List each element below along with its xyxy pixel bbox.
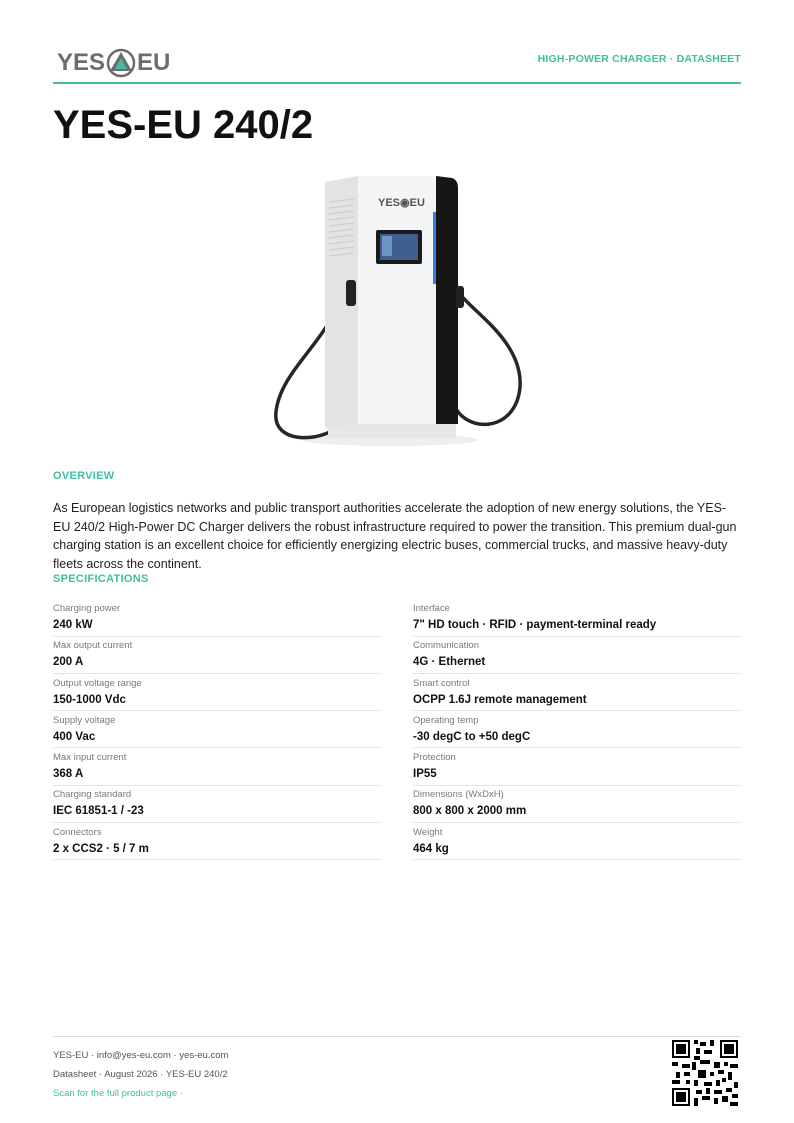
footer-scan-link[interactable]: Scan for the full product page · bbox=[53, 1088, 183, 1099]
spec-value: -30 degC to +50 degC bbox=[413, 730, 531, 743]
spec-name: Output voltage range bbox=[53, 677, 142, 689]
spec-value: 7" HD touch · RFID · payment-terminal ready bbox=[413, 619, 657, 631]
logo-text-right: EU bbox=[137, 49, 171, 76]
logo-triangle-icon bbox=[106, 48, 136, 78]
spec-name: Weight bbox=[413, 826, 443, 838]
overview-text: As European logistics networks and public transport authorities accelerate the adoption of new energy solutions, the YES-EU 240/2 High-Power DC Charger delivers the robust infrastructure required to power the transition. This premium dual-gun charging station is an excellent choice for efficiently energizing electric buses, commercial trucks, and massive heavy-duty fleets across the continent. bbox=[53, 501, 737, 572]
spec-row bbox=[413, 749, 741, 786]
spec-name: Supply voltage bbox=[53, 714, 116, 726]
page-header bbox=[53, 44, 741, 84]
specifications-left-column bbox=[53, 600, 381, 861]
spec-name: Max output current bbox=[53, 640, 133, 652]
spec-row bbox=[413, 712, 741, 749]
spec-name: Max input current bbox=[53, 752, 127, 764]
spec-name: Charging power bbox=[53, 603, 121, 614]
spec-value: 368 A bbox=[53, 768, 84, 781]
overview-heading: OVERVIEW bbox=[53, 470, 115, 482]
spec-name: Interface bbox=[413, 603, 450, 614]
spec-row bbox=[413, 637, 741, 674]
spec-name: Smart control bbox=[413, 677, 470, 689]
spec-row bbox=[53, 600, 381, 637]
spec-value: OCPP 1.6J remote management bbox=[413, 693, 587, 706]
footer-contact: YES-EU · info@yes-eu.com · yes-eu.com bbox=[53, 1050, 229, 1061]
spec-value: 464 kg bbox=[413, 842, 449, 855]
page-title: YES-EU 240/2 bbox=[53, 103, 314, 147]
spec-row bbox=[413, 824, 741, 861]
spec-value: 240 kW bbox=[53, 619, 93, 631]
spec-row bbox=[53, 675, 381, 712]
spec-row bbox=[53, 824, 381, 861]
spec-name: Charging standard bbox=[53, 789, 132, 801]
spec-row bbox=[53, 712, 381, 749]
spec-row bbox=[53, 637, 381, 674]
logo-text-left: YES bbox=[57, 49, 106, 76]
spec-value: 800 x 800 x 2000 mm bbox=[413, 805, 527, 818]
footer-datasheet-info: Datasheet · August 2026 · YES-EU 240/2 bbox=[53, 1069, 228, 1080]
spec-name: Protection bbox=[413, 752, 456, 764]
charger-product-image bbox=[268, 172, 528, 448]
specifications-heading: SPECIFICATIONS bbox=[53, 573, 149, 585]
spec-value: 200 A bbox=[53, 656, 84, 669]
specifications-right-column bbox=[413, 600, 741, 861]
spec-name: Dimensions (WxDxH) bbox=[413, 789, 504, 801]
spec-row bbox=[53, 786, 381, 823]
spec-row bbox=[413, 786, 741, 823]
spec-value: 150-1000 Vdc bbox=[53, 693, 126, 706]
spec-row bbox=[413, 675, 741, 712]
spec-value: 4G · Ethernet bbox=[413, 656, 486, 669]
spec-value: IEC 61851-1 / -23 bbox=[53, 805, 144, 818]
spec-name: Operating temp bbox=[413, 714, 479, 726]
yes-eu-logo bbox=[57, 48, 170, 78]
spec-value: IP55 bbox=[413, 768, 437, 781]
spec-name: Communication bbox=[413, 640, 479, 652]
qr-code-icon[interactable] bbox=[672, 1040, 738, 1106]
spec-row bbox=[53, 749, 381, 786]
spec-value: 400 Vac bbox=[53, 730, 96, 743]
spec-value: 2 x CCS2 · 5 / 7 m bbox=[53, 842, 149, 855]
page-footer bbox=[53, 1036, 741, 1099]
spec-name: Connectors bbox=[53, 826, 102, 838]
charger-logo-text: YES◉EU bbox=[378, 197, 425, 209]
spec-row bbox=[413, 600, 741, 637]
document-type-tag: HIGH-POWER CHARGER · DATASHEET bbox=[537, 53, 741, 65]
